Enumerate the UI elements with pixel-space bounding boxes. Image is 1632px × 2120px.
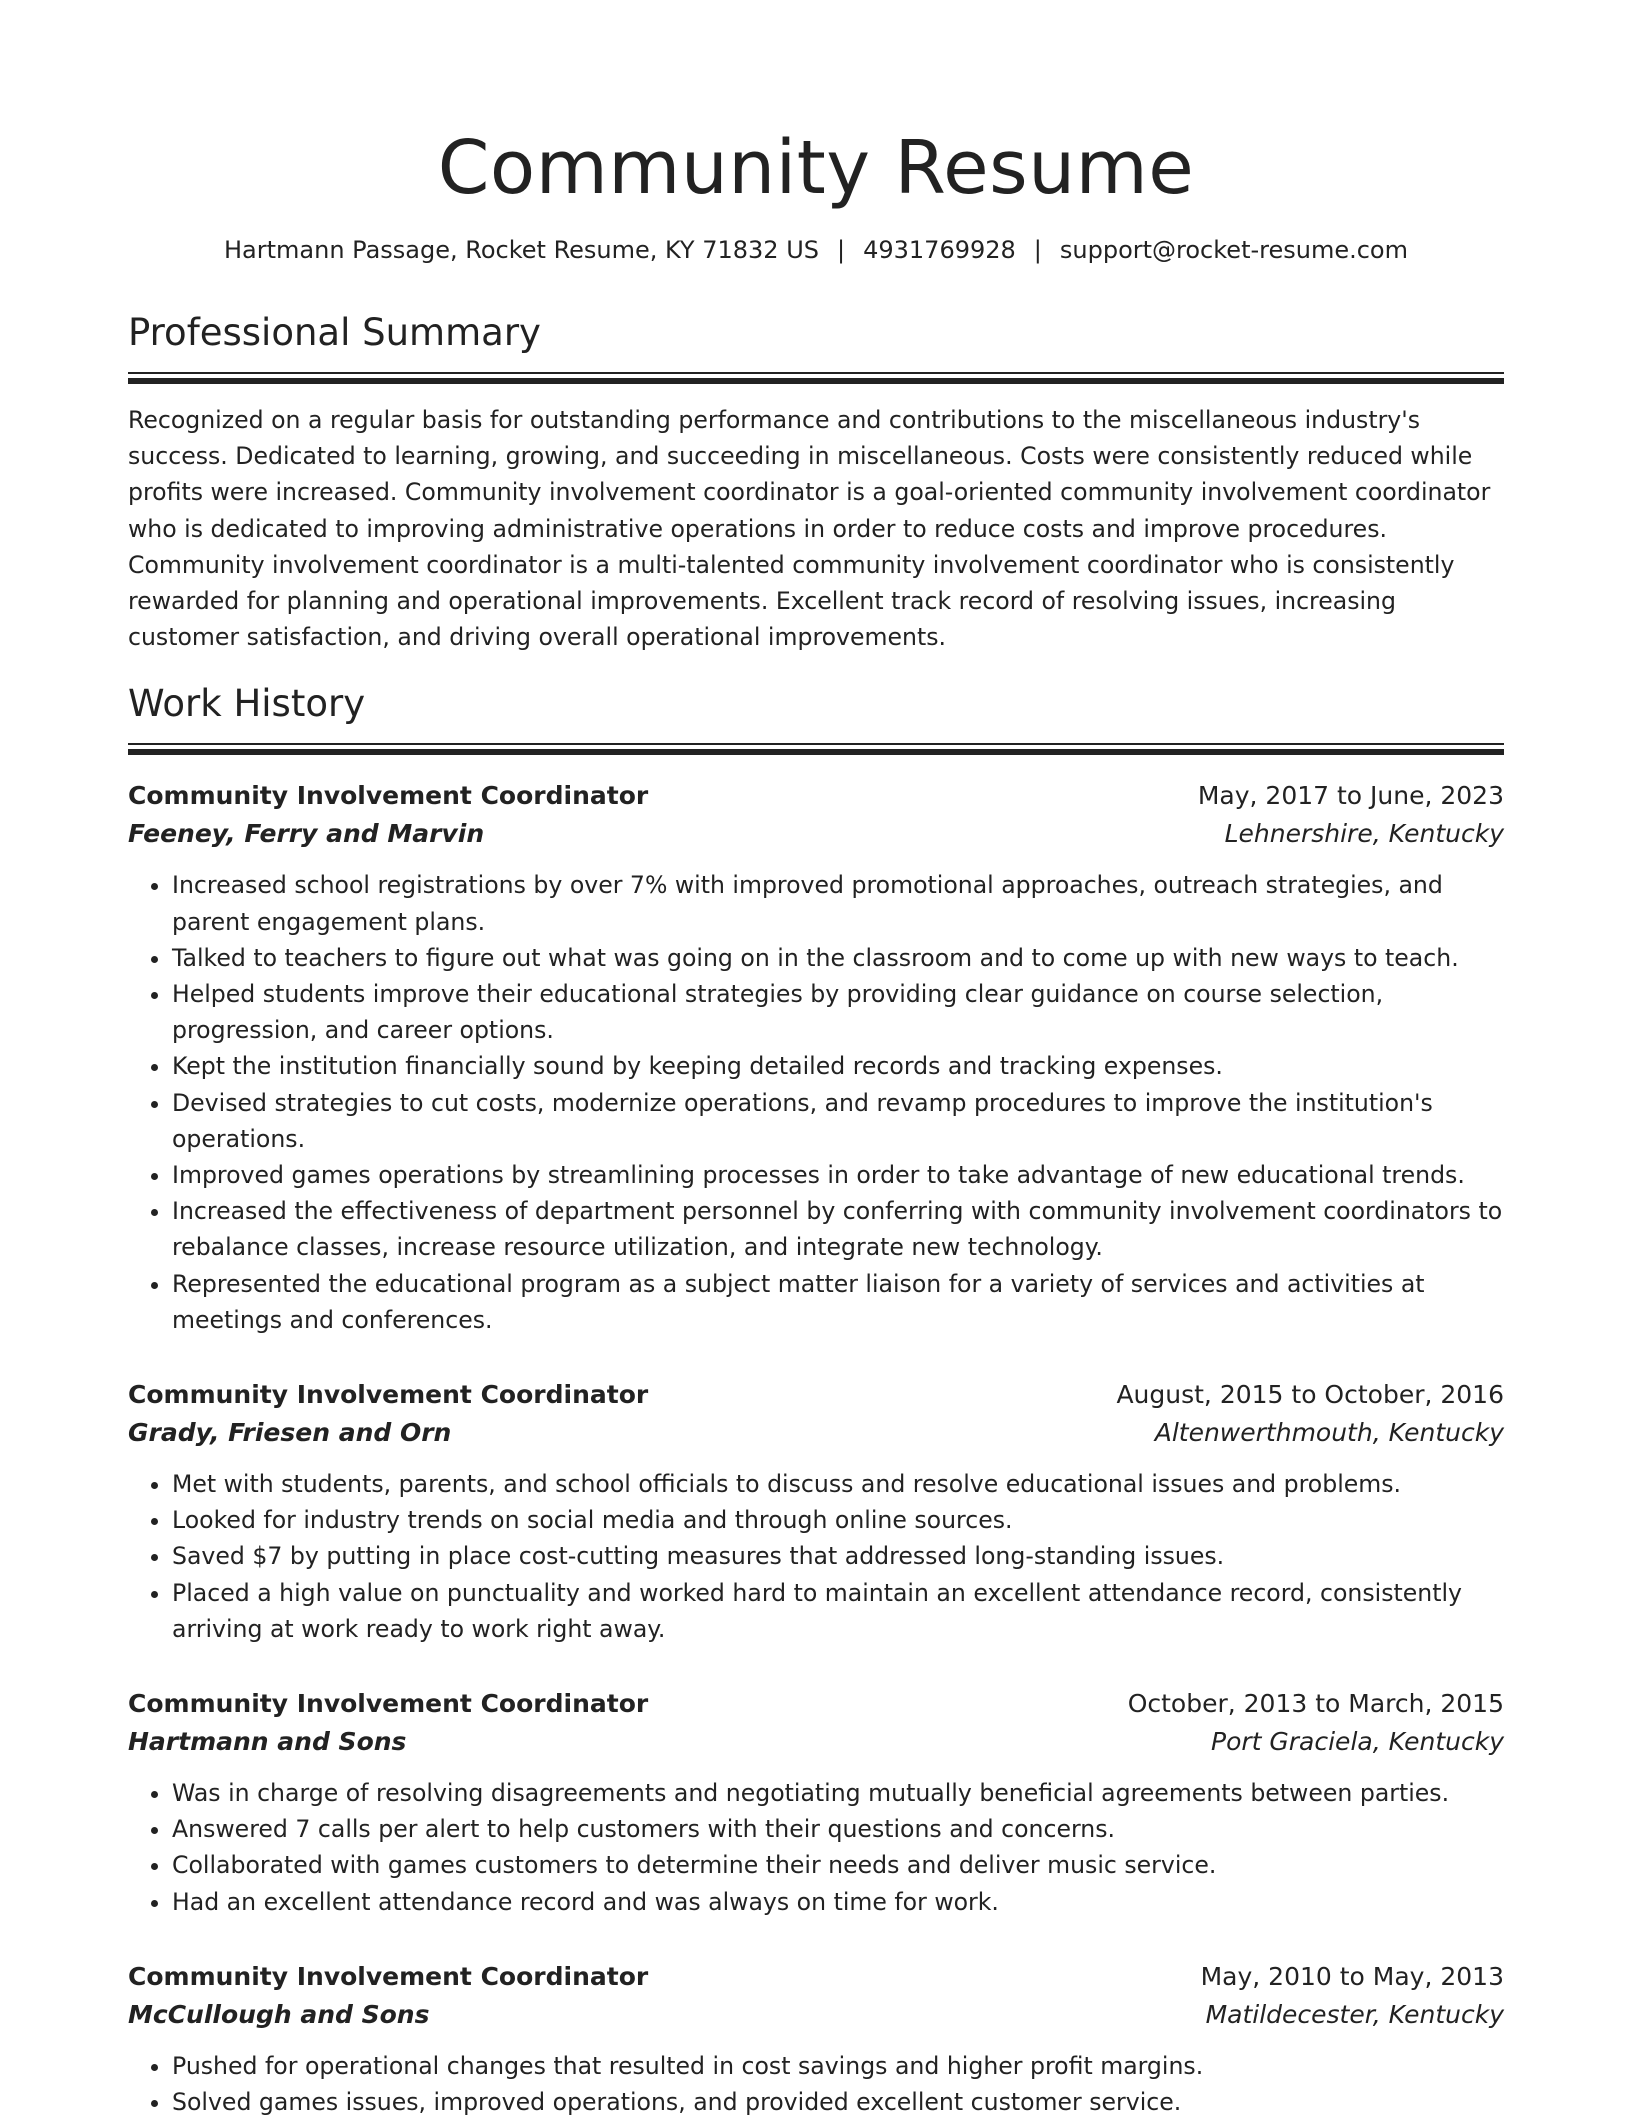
job-entry <box>128 1376 1504 1647</box>
contact-line <box>128 234 1504 266</box>
job-entry <box>128 1958 1504 2120</box>
employer-name: Feeney, Ferry and Marvin <box>128 819 485 849</box>
job-bullet: • Was in charge of resolving disagreements and negotiating mutually beneficial agreements between parties. <box>172 1775 1504 1811</box>
job-bullet: • Devised strategies to cut costs, modernize operations, and revamp procedures to improve the institution's operations. <box>172 1085 1504 1157</box>
job-bullets <box>128 867 1504 1338</box>
job-bullets <box>128 1466 1504 1647</box>
job-dates: May, 2010 to May, 2013 <box>1200 1961 1504 1991</box>
job-bullet: • Collaborated with games customers to determine their needs and deliver music service. <box>172 1847 1504 1883</box>
employer-name: McCullough and Sons <box>128 1999 430 2029</box>
work-history-section <box>128 681 1504 2120</box>
job-bullets <box>128 1775 1504 1920</box>
job-title: Community Involvement Coordinator <box>128 1380 649 1410</box>
job-entry <box>128 777 1504 1338</box>
job-bullet: • Improved games operations by streamlining processes in order to take advantage of new educational trends. <box>172 1157 1504 1193</box>
job-bullets <box>128 2048 1504 2120</box>
section-title-summary: Professional Summary <box>128 311 541 354</box>
contact-email: support@rocket-resume.com <box>1059 236 1408 264</box>
summary-text: Recognized on a regular basis for outstanding performance and contributions to the miscellaneous industry's success. Dedicated to learning, growing, and succeeding in miscellaneous. Costs were consistently reduced while profits were increased. Community involvement coordinator is a goal-oriented community involvement coordinator who is dedicated to improving administrative operations in order to reduce costs and improve procedures. Community involvement coordinator is a multi-talented community involvement coordinator who is consistently rewarded for planning and operational improvements. Excellent track record of resolving issues, increasing customer satisfaction, and driving overall operational improvements. <box>128 406 1491 652</box>
contact-separator: | <box>1033 236 1042 264</box>
job-title: Community Involvement Coordinator <box>128 781 649 811</box>
job-entry <box>128 1685 1504 1920</box>
job-dates: May, 2017 to June, 2023 <box>1197 781 1504 811</box>
job-location: Matildecester, Kentucky <box>1205 1999 1504 2029</box>
job-bullet: • Talked to teachers to figure out what was going on in the classroom and to come up with new ways to teach. <box>172 940 1504 976</box>
job-bullet: • Increased the effectiveness of department personnel by conferring with community involvement coordinators to rebalance classes, increase resource utilization, and integrate new technology. <box>172 1193 1504 1265</box>
job-bullet: • Looked for industry trends on social media and through online sources. <box>172 1502 1504 1538</box>
professional-summary-section <box>128 310 1504 655</box>
section-divider <box>128 743 1504 755</box>
employer-name: Hartmann and Sons <box>128 1727 407 1757</box>
job-bullet: • Answered 7 calls per alert to help customers with their questions and concerns. <box>172 1811 1504 1847</box>
section-title-work-history: Work History <box>128 682 366 726</box>
employer-name: Grady, Friesen and Orn <box>128 1418 452 1448</box>
resume-name: Community Resume <box>437 125 1195 211</box>
job-title: Community Involvement Coordinator <box>128 1689 649 1719</box>
job-bullet: • Pushed for operational changes that resulted in cost savings and higher profit margins. <box>172 2048 1504 2084</box>
job-bullet: • Had an excellent attendance record and was always on time for work. <box>172 1884 1504 1920</box>
job-title: Community Involvement Coordinator <box>128 1961 649 1991</box>
contact-phone: 4931769928 <box>863 236 1016 264</box>
job-bullet: • Placed a high value on punctuality and worked hard to maintain an excellent attendance record, consistently arriving at work ready to work right away. <box>172 1575 1504 1647</box>
job-location: Port Graciela, Kentucky <box>1211 1727 1504 1757</box>
job-bullet: • Kept the institution financially sound by keeping detailed records and tracking expenses. <box>172 1048 1504 1084</box>
job-bullet: • Saved $7 by putting in place cost-cutting measures that addressed long-standing issues. <box>172 1538 1504 1574</box>
job-bullet: • Increased school registrations by over 7% with improved promotional approaches, outreach strategies, and parent engagement plans. <box>172 867 1504 939</box>
job-location: Altenwerthmouth, Kentucky <box>1154 1418 1504 1448</box>
job-bullet: • Helped students improve their educational strategies by providing clear guidance on course selection, progression, and career options. <box>172 976 1504 1048</box>
job-dates: August, 2015 to October, 2016 <box>1116 1380 1504 1410</box>
contact-separator: | <box>837 236 846 264</box>
job-location: Lehnershire, Kentucky <box>1224 819 1504 849</box>
section-divider <box>128 372 1504 384</box>
contact-address: Hartmann Passage, Rocket Resume, KY 71832 US <box>224 236 819 264</box>
job-bullet: • Solved games issues, improved operations, and provided excellent customer service. <box>172 2084 1504 2120</box>
job-bullet: • Represented the educational program as a subject matter liaison for a variety of services and activities at meetings and conferences. <box>172 1266 1504 1338</box>
job-bullet: • Met with students, parents, and school officials to discuss and resolve educational issues and problems. <box>172 1466 1504 1502</box>
job-dates: October, 2013 to March, 2015 <box>1127 1689 1504 1719</box>
